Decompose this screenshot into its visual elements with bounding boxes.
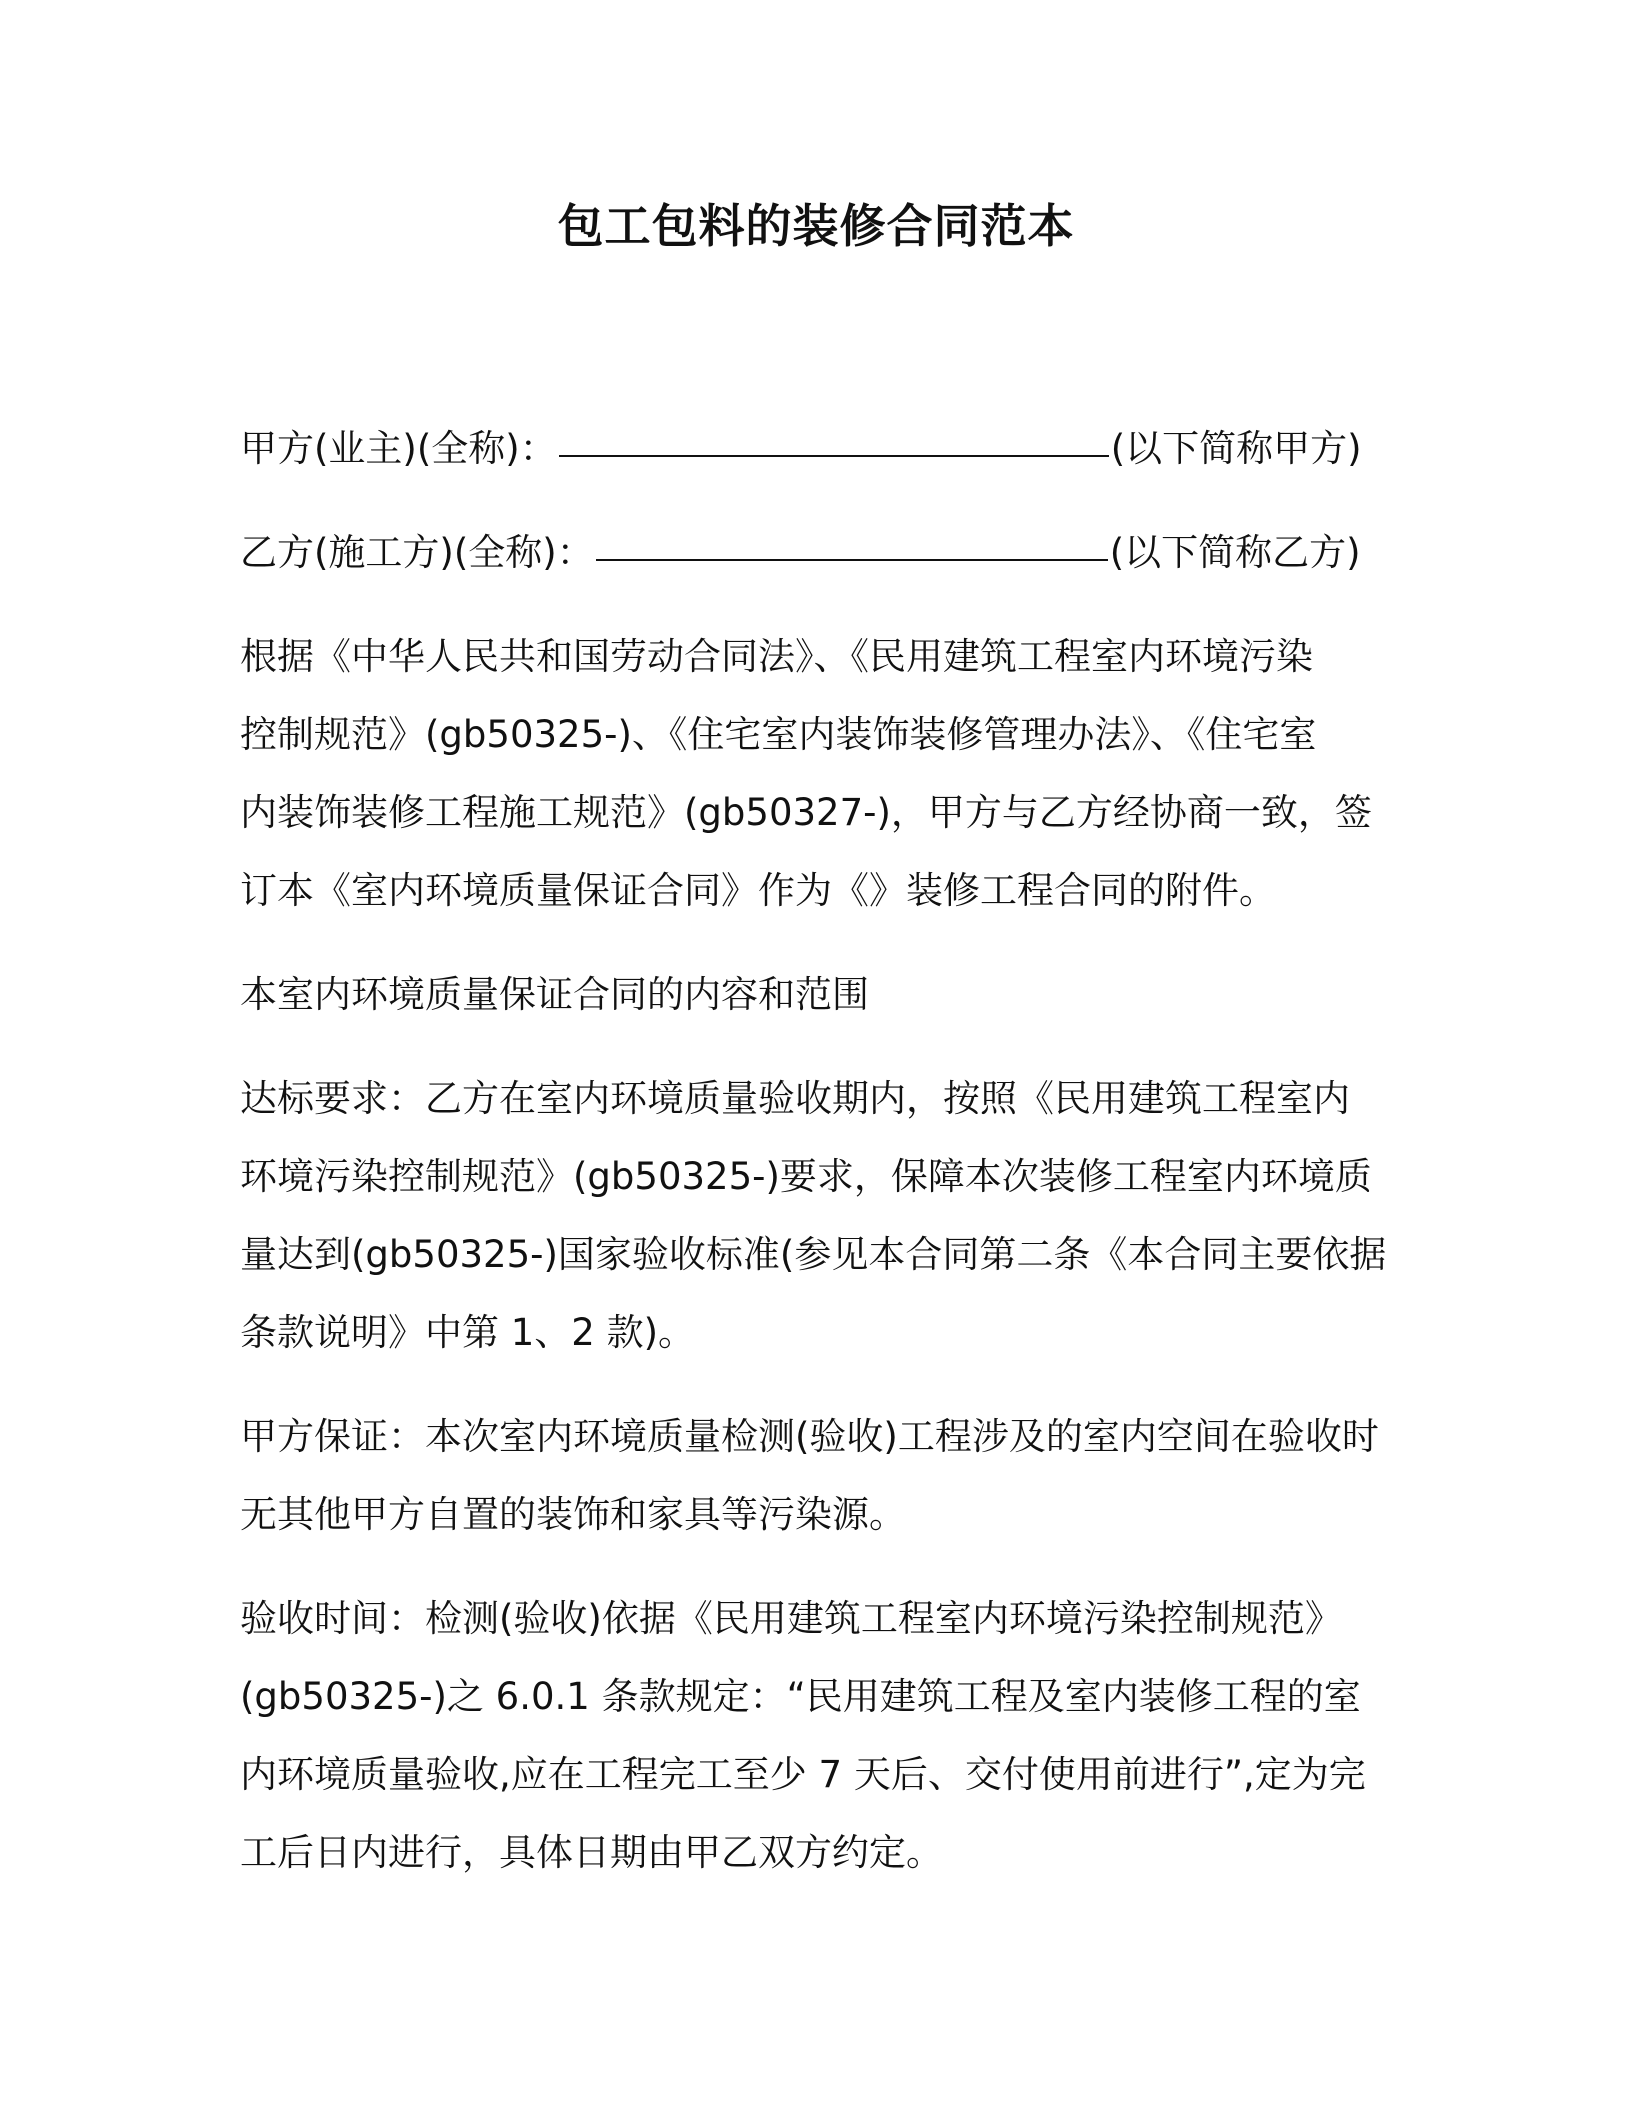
paragraph-line: 根据《中华人民共和国劳动合同法》、《民用建筑工程室内环境污染 xyxy=(240,635,1313,678)
paragraph-line: (gb50325-)之 6.0.1 条款规定：“民用建筑工程及室内装修工程的室 xyxy=(240,1675,1361,1718)
party-b-suffix: (以下简称乙方) xyxy=(1109,531,1361,574)
paragraph-line: 内环境质量验收,应在工程完工至少 7 天后、交付使用前进行”,定为完 xyxy=(240,1753,1366,1796)
document-title: 包工包料的装修合同范本 xyxy=(557,199,1075,253)
party-b-line xyxy=(240,514,1390,592)
guarantee-paragraph xyxy=(240,1398,1390,1554)
paragraph-line: 条款说明》中第 1、2 款)。 xyxy=(240,1311,696,1354)
party-a-label: 甲方(业主)(全称)： xyxy=(240,427,557,470)
party-a-blank xyxy=(559,425,1109,457)
party-b-blank xyxy=(596,529,1108,561)
paragraph-line: 控制规范》(gb50325-)、《住宅室内装饰装修管理办法》、《住宅室 xyxy=(240,713,1317,756)
paragraph-line: 工后日内进行，具体日期由甲乙双方约定。 xyxy=(240,1831,943,1874)
paragraph-line: 订本《室内环境质量保证合同》作为《》装修工程合同的附件。 xyxy=(240,869,1276,912)
paragraph-line: 无其他甲方自置的装饰和家具等污染源。 xyxy=(240,1493,906,1536)
party-b-label: 乙方(施工方)(全称)： xyxy=(240,531,594,574)
paragraph-line: 达标要求：乙方在室内环境质量验收期内，按照《民用建筑工程室内 xyxy=(240,1077,1350,1120)
paragraph-line: 甲方保证：本次室内环境质量检测(验收)工程涉及的室内空间在验收时 xyxy=(240,1415,1379,1458)
party-a-suffix: (以下简称甲方) xyxy=(1110,427,1362,470)
document-body xyxy=(240,410,1390,1892)
standard-paragraph xyxy=(240,1060,1390,1372)
paragraph-line: 环境污染控制规范》(gb50325-)要求，保障本次装修工程室内环境质 xyxy=(240,1155,1372,1198)
paragraph-line: 验收时间：检测(验收)依据《民用建筑工程室内环境污染控制规范》 xyxy=(240,1597,1342,1640)
acceptance-paragraph xyxy=(240,1580,1390,1892)
party-a-line xyxy=(240,410,1390,488)
paragraph-line: 内装饰装修工程施工规范》(gb50327-)，甲方与乙方经协商一致，签 xyxy=(240,791,1372,834)
paragraph-line: 量达到(gb50325-)国家验收标准(参见本合同第二条《本合同主要依据 xyxy=(240,1233,1387,1276)
intro-paragraph xyxy=(240,618,1390,930)
section-heading: 本室内环境质量保证合同的内容和范围 xyxy=(240,973,869,1016)
